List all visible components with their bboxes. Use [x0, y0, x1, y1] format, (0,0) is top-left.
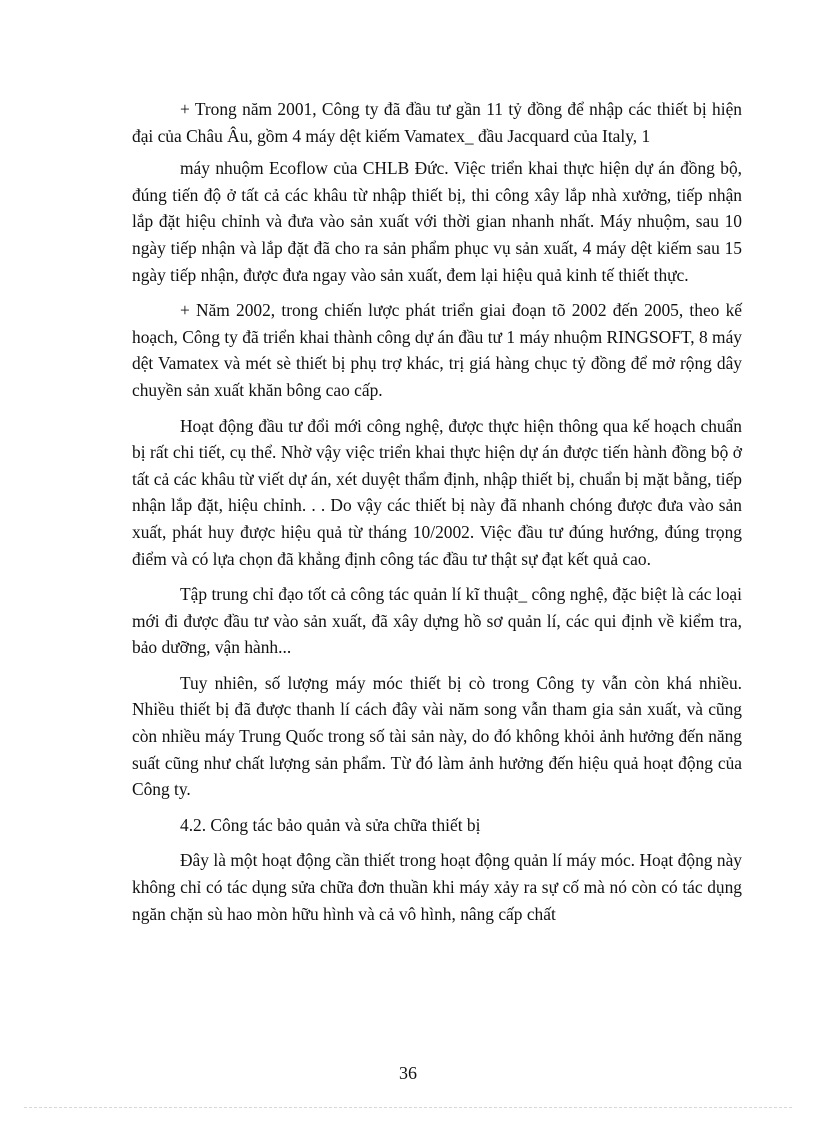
page-number: 36: [399, 1063, 417, 1083]
page-bottom-divider: [24, 1107, 792, 1108]
paragraph-investment-2001-continued: máy nhuộm Ecoflow của CHLB Đức. Việc triển khai thực hiện dự án đồng bộ, đúng tiến độ ở tất cả các khâu từ nhập thiết bị, thi công xây lắp nhà xưởng, tiếp nhận lắp đặt hiệu chỉnh và đưa vào sản xuất với thời gian nhanh nhất. Máy nhuộm, sau 10 ngày tiếp nhận và lắp đặt đã cho ra sản phẩm phục vụ sản xuất, 4 máy dệt kiếm sau 15 ngày tiếp nhận, được đưa ngay vào sản xuất, đem lại hiệu quả kinh tế thiết thực.: [132, 158, 742, 285]
paragraph-maintenance: Đây là một hoạt động cần thiết trong hoạt động quản lí máy móc. Hoạt động này không chỉ có tác dụng sửa chữa đơn thuần khi máy xảy ra sự cố mà nó còn có tác dụng ngăn chặn sù hao mòn hữu hình và cả vô hình, nâng cấp chất: [132, 850, 742, 924]
paragraph-old-equipment: Tuy nhiên, số lượng máy móc thiết bị cò trong Công ty vẫn còn khá nhiều. Nhiều thiết bị đã được thanh lí cách đây vài năm song vẫn tham gia sản xuất, và cũng còn nhiều máy Trung Quốc trong số tài sản này, do đó không khỏi ảnh hưởng đến năng suất cũng như chất lượng sản phẩm. Từ đó làm ảnh hưởng đến hiệu quả hoạt động của Công ty.: [132, 672, 742, 800]
document-body: [132, 96, 742, 936]
paragraph-investment-2002: + Năm 2002, trong chiến lược phát triển giai đoạn tõ 2002 đến 2005, theo kế hoạch, Công ty đã triển khai thành công dự án đầu tư 1 máy nhuộm RINGSOFT, 8 máy dệt Vamatex và mét sè thiết bị phụ trợ khác, trị giá hàng chục tỷ đồng để mở rộng dây chuyền sản xuất khăn bông cao cấp.: [132, 300, 742, 400]
section-heading-maintenance: 4.2. Công tác bảo quản và sửa chữa thiết bị: [180, 814, 481, 835]
paragraph-investment-2001: + Trong năm 2001, Công ty đã đầu tư gần 11 tỷ đồng để nhập các thiết bị hiện đại của Châu Âu, gồm 4 máy dệt kiếm Vamatex_ đầu Jacquard của Italy, 1: [132, 99, 742, 146]
paragraph-technical-management: Tập trung chỉ đạo tốt cả công tác quản lí kĩ thuật_ công nghệ, đặc biệt là các loại mới đi được đầu tư vào sản xuất, đã xây dựng hồ sơ quản lí, các qui định về kiểm tra, bảo dưỡng, vận hành...: [132, 584, 742, 658]
paragraph-technology-renewal: Hoạt động đầu tư đổi mới công nghệ, được thực hiện thông qua kế hoạch chuẩn bị rất chi tiết, cụ thể. Nhờ vậy việc triển khai thực hiện dự án được tiến hành đồng bộ ở tất cả các khâu từ viết dự án, xét duyệt thẩm định, nhập thiết bị, chuẩn bị mặt bằng, tiếp nhận lắp đặt, hiệu chỉnh. . . Do vậy các thiết bị này đã nhanh chóng được đưa vào sản xuất, phát huy được hiệu quả từ tháng 10/2002. Việc đầu tư đúng hướng, đúng trọng điểm và có lựa chọn đã khẳng định công tác đầu tư thật sự đạt kết quả cao.: [132, 415, 742, 569]
